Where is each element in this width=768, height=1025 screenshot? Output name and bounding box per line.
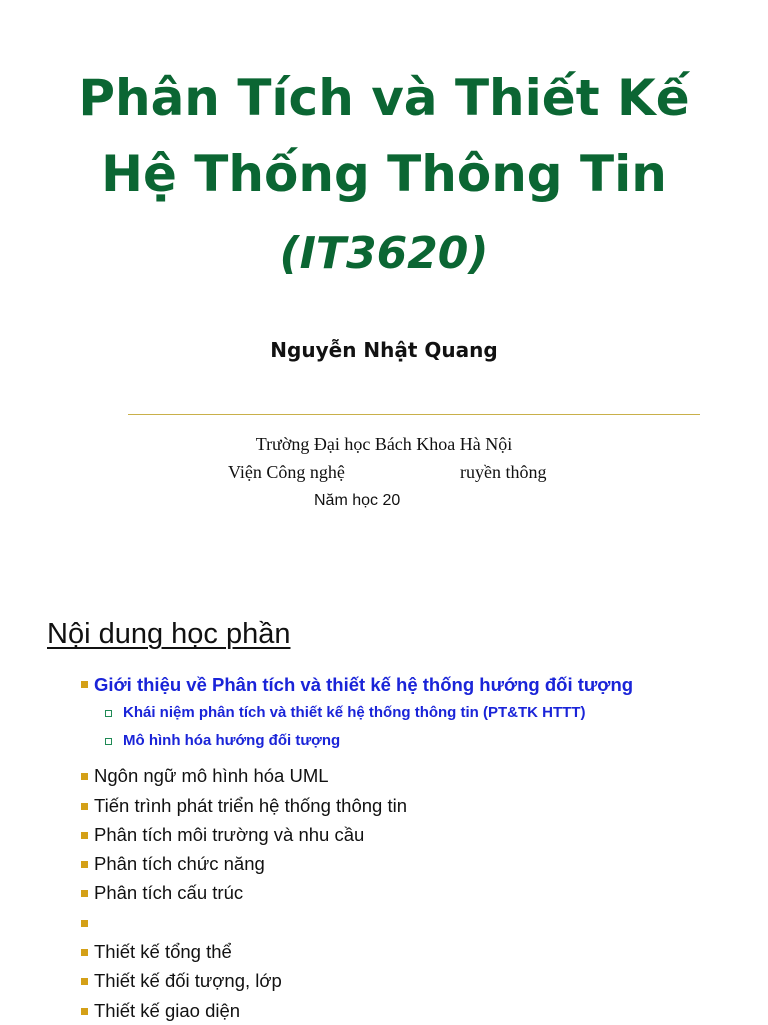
divider-line [128, 414, 700, 415]
bullet-icon [81, 832, 88, 839]
list-item-empty [78, 908, 758, 937]
bullet-icon [81, 949, 88, 956]
university-name: Trường Đại học Bách Khoa Hà Nội [255, 434, 513, 454]
list-item-label: Phân tích chức năng [94, 853, 265, 875]
institute-name-part-1: Viện Công nghệ [228, 462, 345, 482]
list-item [78, 937, 758, 966]
sub-list-item [94, 699, 758, 727]
bullet-icon [81, 1008, 88, 1015]
list-item [78, 761, 758, 790]
bullet-icon [81, 978, 88, 985]
list-item-label [94, 912, 99, 933]
list-item-label: Giới thiệu về Phân tích và thiết kế hệ thống hướng đối tượng [94, 674, 634, 695]
academic-year: Năm học 20 [314, 492, 401, 509]
contents-heading: Nội dung học phần [47, 618, 291, 650]
list-item-label: Thiết kế tổng thể [94, 941, 232, 963]
hollow-square-bullet-icon [105, 738, 112, 745]
sub-list-item [94, 727, 758, 755]
list-item-label: Phân tích môi trường và nhu cầu [94, 823, 365, 845]
bullet-icon [81, 920, 88, 927]
contents-list [78, 670, 758, 1025]
list-item [78, 966, 758, 995]
bullet-icon [81, 803, 88, 810]
list-item [78, 849, 758, 878]
hollow-square-bullet-icon [105, 710, 112, 717]
title-line-1: Phân Tích và Thiết Kế [78, 69, 690, 127]
list-item-label: Thiết kế giao diện [94, 999, 241, 1021]
bullet-icon [81, 773, 88, 780]
sub-list-item-label: Khái niệm phân tích và thiết kế hệ thống thông tin (PT&TK HTTT) [123, 704, 586, 722]
title-line-2: Hệ Thống Thông Tin [101, 145, 667, 203]
list-item-label: Phân tích cấu trúc [94, 882, 244, 904]
list-item-intro [78, 670, 758, 755]
bullet-icon [81, 890, 88, 897]
list-item-label: Tiến trình phát triển hệ thống thông tin [94, 794, 408, 816]
list-item [78, 878, 758, 907]
sub-list [94, 699, 758, 755]
bullet-icon [81, 861, 88, 868]
institute-name-part-2: ruyền thông [460, 462, 547, 482]
list-item [78, 820, 758, 849]
list-item [78, 791, 758, 820]
author-name: Nguyễn Nhật Quang [270, 338, 498, 362]
bullet-icon [81, 681, 88, 688]
course-code: (IT3620) [279, 228, 489, 279]
list-item [78, 996, 758, 1025]
sub-list-item-label: Mô hình hóa hướng đối tượng [123, 732, 341, 750]
list-item-label: Thiết kế đối tượng, lớp [94, 970, 282, 992]
list-item-label: Ngôn ngữ mô hình hóa UML [94, 765, 329, 787]
